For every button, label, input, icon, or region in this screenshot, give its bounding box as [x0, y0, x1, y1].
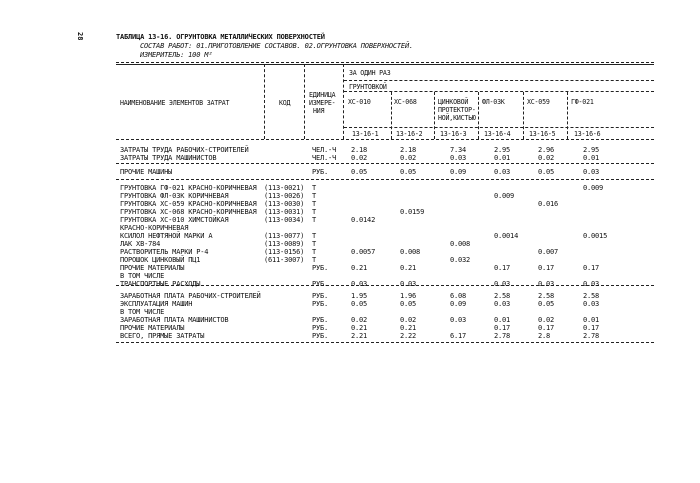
- primer-rule: [344, 80, 654, 81]
- row-unit: Т: [312, 200, 317, 208]
- row-code: (113-0031): [264, 208, 305, 216]
- header-col-2: ХС-068: [394, 98, 417, 106]
- row-value: 0.03: [450, 154, 467, 162]
- row-value: 0.05: [400, 300, 417, 308]
- row-name: В ТОМ ЧИСЛЕ: [120, 308, 165, 316]
- row-code: (113-0026): [264, 192, 305, 200]
- row-value: 0.03: [538, 280, 555, 288]
- row-value: 0.05: [538, 168, 555, 176]
- row-code: (113-0089): [264, 240, 305, 248]
- vrule-c5: [523, 92, 524, 139]
- row-name: ГРУНТОВКА ГФ-021 КРАСНО-КОРИЧНЕВАЯ: [120, 184, 257, 192]
- row-name: ВСЕГО, ПРЯМЫЕ ЗАТРАТЫ: [120, 332, 205, 340]
- row-value: 0.03: [494, 280, 511, 288]
- row-value: 0.016: [538, 200, 559, 208]
- header-col-1: ХС-010: [348, 98, 371, 106]
- row-value: 0.17: [538, 324, 555, 332]
- row-value: 2.78: [583, 332, 600, 340]
- row-value: 2.21: [351, 332, 368, 340]
- header-unit-2: ИЗМЕРЕ-: [309, 99, 336, 107]
- header-col-3-line-3: НОЙ,КИСТЬЮ: [438, 114, 476, 122]
- row-value: 0.032: [450, 256, 471, 264]
- row-value: 0.17: [494, 324, 511, 332]
- row-value: 0.01: [494, 154, 511, 162]
- row-value: 2.58: [583, 292, 600, 300]
- row-value: 0.03: [494, 168, 511, 176]
- row-code: (611-3007): [264, 256, 305, 264]
- row-value: 0.0014: [494, 232, 519, 240]
- header-top-rule-2: [116, 64, 654, 65]
- row-value: 0.007: [538, 248, 559, 256]
- row-unit: РУБ.: [312, 324, 329, 332]
- row-name: ЛАК ХВ-784: [120, 240, 161, 248]
- row-value: 2.78: [494, 332, 511, 340]
- row-value: 2.95: [583, 146, 600, 154]
- row-value: 0.17: [583, 324, 600, 332]
- row-value: 0.21: [351, 264, 368, 272]
- group-rule-2: [116, 179, 654, 180]
- row-unit: РУБ.: [312, 332, 329, 340]
- row-code: (113-0021): [264, 184, 305, 192]
- row-value: 0.0057: [351, 248, 376, 256]
- row-name: ЗАРАБОТНАЯ ПЛАТА РАБОЧИХ-СТРОИТЕЛЕЙ: [120, 292, 261, 300]
- row-value: 0.21: [351, 324, 368, 332]
- row-name: ЭКСПЛУАТАЦИЯ МАШИН: [120, 300, 193, 308]
- row-value: 0.17: [494, 264, 511, 272]
- row-value: 0.05: [400, 168, 417, 176]
- row-value: 0.03: [583, 280, 600, 288]
- row-value: 0.02: [400, 316, 417, 324]
- measure-unit: ИЗМЕРИТЕЛЬ: 100 М²: [140, 51, 213, 59]
- header-col-3: ЦИНКОВОЙ: [438, 98, 469, 106]
- row-value: 2.58: [494, 292, 511, 300]
- row-value: 0.09: [450, 168, 467, 176]
- row-value: 0.0015: [583, 232, 608, 240]
- row-name: ПРОЧИЕ МАШИНЫ: [120, 168, 173, 176]
- vrule-c4: [478, 92, 479, 139]
- row-value: 0.02: [538, 316, 555, 324]
- header-col-4: ФЛ-03К: [482, 98, 505, 106]
- row-name: В ТОМ ЧИСЛЕ: [120, 272, 165, 280]
- row-name: РАСТВОРИТЕЛЬ МАРКИ Р-4: [120, 248, 209, 256]
- row-unit: Т: [312, 208, 317, 216]
- row-value: 0.09: [450, 300, 467, 308]
- row-value: 0.03: [494, 300, 511, 308]
- row-code: (113-0156): [264, 248, 305, 256]
- row-unit: РУБ.: [312, 300, 329, 308]
- row-name: ПРОЧИЕ МАТЕРИАЛЫ: [120, 324, 185, 332]
- table-title: ТАБЛИЦА 13-16. ОГРУНТОВКА МЕТАЛЛИЧЕСКИХ ПОВЕРХНОСТЕЙ: [116, 33, 325, 41]
- row-name: ПОРОШОК ЦИНКОВЫЙ ПЦ1: [120, 256, 201, 264]
- row-value: 0.03: [351, 280, 368, 288]
- header-col-3-line-2: ПРОТЕКТОР-: [438, 106, 476, 114]
- row-code: (113-0030): [264, 200, 305, 208]
- vrule-c6: [567, 92, 568, 139]
- row-value: 2.8: [538, 332, 551, 340]
- row-value: 0.02: [538, 154, 555, 162]
- row-value: 0.21: [400, 324, 417, 332]
- row-unit: РУБ.: [312, 292, 329, 300]
- vrule-c3: [434, 92, 435, 139]
- row-unit: РУБ.: [312, 264, 329, 272]
- row-value: 0.009: [494, 192, 515, 200]
- row-value: 0.21: [400, 264, 417, 272]
- header-name: НАИМЕНОВАНИЕ ЭЛЕМЕНТОВ ЗАТРАТ: [120, 99, 230, 107]
- row-value: 2.18: [400, 146, 417, 154]
- row-value: 0.009: [583, 184, 604, 192]
- row-value: 2.58: [538, 292, 555, 300]
- row-name: ГРУНТОВКА ФЛ-03К КОРИЧНЕВАЯ: [120, 192, 229, 200]
- row-unit: Т: [312, 232, 317, 240]
- row-unit: Т: [312, 184, 317, 192]
- header-code: КОД: [279, 99, 291, 107]
- header-col-5: ХС-059: [527, 98, 550, 106]
- row-value: 0.01: [494, 316, 511, 324]
- row-value: 0.05: [538, 300, 555, 308]
- row-name: ЗАРАБОТНАЯ ПЛАТА МАШИНИСТОВ: [120, 316, 229, 324]
- row-unit: Т: [312, 240, 317, 248]
- row-value: 1.96: [400, 292, 417, 300]
- row-value: 0.0142: [351, 216, 376, 224]
- row-value: 0.02: [351, 154, 368, 162]
- row-code: (113-0034): [264, 216, 305, 224]
- row-value: 0.05: [351, 168, 368, 176]
- row-value: 2.96: [538, 146, 555, 154]
- row-name: ЗАТРАТЫ ТРУДА РАБОЧИХ-СТРОИТЕЛЕЙ: [120, 146, 249, 154]
- row-value: 2.22: [400, 332, 417, 340]
- row-unit: РУБ.: [312, 168, 329, 176]
- row-code: (113-0077): [264, 232, 305, 240]
- vrule-c2: [391, 92, 392, 139]
- vrule-code: [264, 64, 265, 139]
- row-value: 6.08: [450, 292, 467, 300]
- vrule-per-one: [343, 64, 344, 139]
- row-name: КРАСНО-КОРИЧНЕВАЯ: [120, 224, 189, 232]
- row-unit: Т: [312, 192, 317, 200]
- header-primer: ГРУНТОВКОЙ: [349, 83, 387, 91]
- row-value: 0.03: [583, 300, 600, 308]
- row-value: 0.01: [583, 316, 600, 324]
- header-unit-3: НИЯ: [313, 107, 325, 115]
- row-value: 0.03: [583, 168, 600, 176]
- row-value: 1.95: [351, 292, 368, 300]
- vrule-unit: [304, 64, 305, 139]
- header-num-3: 13-16-3: [440, 130, 467, 138]
- row-name: ГРУНТОВКА ХС-068 КРАСНО-КОРИЧНЕВАЯ: [120, 208, 257, 216]
- row-value: 0.03: [450, 316, 467, 324]
- header-top-rule: [116, 62, 654, 63]
- header-num-1: 13-16-1: [352, 130, 379, 138]
- header-unit-1: ЕДИНИЦА: [309, 91, 336, 99]
- header-num-2: 13-16-2: [396, 130, 423, 138]
- header-col-6: ГФ-021: [571, 98, 594, 106]
- row-value: 6.17: [450, 332, 467, 340]
- header-num-6: 13-16-6: [574, 130, 601, 138]
- table-bottom-rule: [116, 342, 654, 343]
- row-value: 0.03: [400, 280, 417, 288]
- row-value: 7.34: [450, 146, 467, 154]
- header-num-5: 13-16-5: [529, 130, 556, 138]
- row-name: КСИЛОЛ НЕФТЯНОЙ МАРКИ А: [120, 232, 213, 240]
- row-value: 0.02: [351, 316, 368, 324]
- row-unit: ЧЕЛ.-Ч: [312, 154, 337, 162]
- row-name: ЗАТРАТЫ ТРУДА МАШИНИСТОВ: [120, 154, 217, 162]
- page-number: 28: [76, 32, 84, 41]
- row-value: 0.17: [538, 264, 555, 272]
- row-value: 0.01: [583, 154, 600, 162]
- row-value: 0.008: [450, 240, 471, 248]
- row-value: 0.17: [583, 264, 600, 272]
- row-unit: ЧЕЛ.-Ч: [312, 146, 337, 154]
- row-name: ТРАНСПОРТНЫЕ РАСХОДЫ: [120, 280, 201, 288]
- row-value: 2.18: [351, 146, 368, 154]
- row-value: 2.95: [494, 146, 511, 154]
- header-per-one: ЗА ОДИН РАЗ: [349, 69, 391, 77]
- row-name: ГРУНТОВКА ХС-010 ХИМСТОЙКАЯ: [120, 216, 229, 224]
- row-unit: РУБ.: [312, 280, 329, 288]
- row-name: ПРОЧИЕ МАТЕРИАЛЫ: [120, 264, 185, 272]
- row-unit: РУБ.: [312, 316, 329, 324]
- work-composition: СОСТАВ РАБОТ: 01.ПРИГОТОВЛЕНИЕ СОСТАВОВ. 02.ОГРУНТОВКА ПОВЕРХНОСТЕЙ.: [140, 42, 413, 50]
- row-unit: Т: [312, 256, 317, 264]
- header-num-4: 13-16-4: [484, 130, 511, 138]
- header-bottom-rule: [116, 139, 654, 140]
- group-rule-1: [116, 163, 654, 164]
- row-value: 0.008: [400, 248, 421, 256]
- row-value: 0.0159: [400, 208, 425, 216]
- row-value: 0.05: [351, 300, 368, 308]
- row-value: 0.02: [400, 154, 417, 162]
- row-name: ГРУНТОВКА ХС-059 КРАСНО-КОРИЧНЕВАЯ: [120, 200, 257, 208]
- row-unit: Т: [312, 248, 317, 256]
- row-unit: Т: [312, 216, 317, 224]
